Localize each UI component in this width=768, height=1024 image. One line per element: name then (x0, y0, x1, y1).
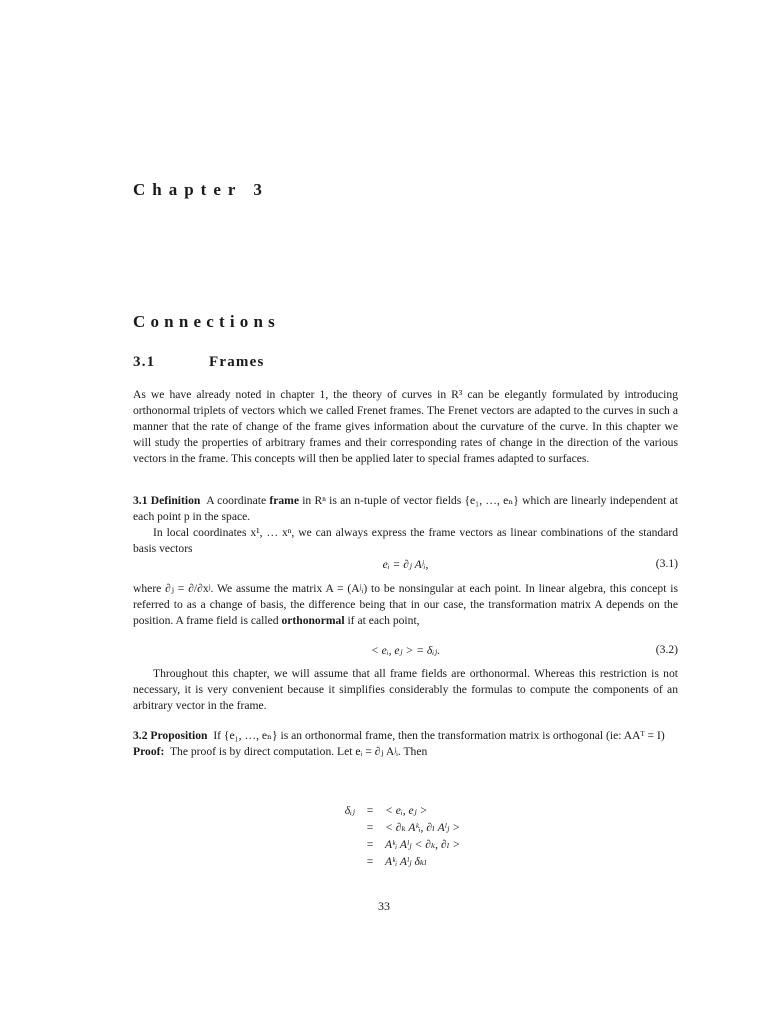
derivation (330, 803, 460, 871)
derivation-rhs: Aᵏᵢ Aˡⱼ < ∂ₖ, ∂ₗ > (385, 838, 461, 851)
derivation-op: = (366, 838, 374, 851)
derivation-lhs: δᵢⱼ (344, 804, 355, 817)
equation-tag: (3.2) (655, 643, 678, 656)
where-text-end: if at each point, (344, 614, 420, 627)
orthonormal-term: orthonormal (281, 614, 345, 627)
definition-text-before: A coordinate (206, 494, 270, 507)
definition-block (133, 493, 678, 557)
proposition-text: If {e₁, …, eₙ} is an orthonormal frame, then the transformation matrix is orthogonal (ie: AAᵀ = I) (213, 729, 665, 742)
chapter-label: Chapter 3 (133, 180, 269, 199)
derivation-rhs: < eᵢ, eⱼ > (385, 804, 428, 817)
derivation-rhs: Aᵏᵢ Aˡⱼ δₖₗ (385, 855, 427, 868)
intro-paragraph (133, 387, 678, 467)
proof-label: Proof: (133, 745, 165, 758)
chapter-title: Connections (133, 312, 280, 331)
proof-text: The proof is by direct computation. Let eᵢ = ∂ⱼ Aʲᵢ. Then (169, 745, 428, 758)
section-heading (133, 354, 265, 371)
equation-3-2 (133, 643, 678, 659)
equation-body: < eᵢ, eⱼ > = δᵢⱼ. (370, 644, 441, 657)
derivation-row (330, 854, 460, 871)
intro-text: As we have already noted in chapter 1, the theory of curves in R³ can be elegantly formulated by introducing orthonormal triplets of vectors which we called Frenet frames. The Frenet vectors are adapted to the curves in such a manner that the rate of change of the frame gives information about the curvature of the curve. In this chapter we will study the properties of arbitrary frames and their corresponding rates of change in the direction of the various vectors in the frame. This concepts will then be applied later to special frames adapted to surfaces. (133, 388, 678, 465)
throughout-text: Throughout this chapter, we will assume that all frame fields are orthonormal. Whereas this restriction is not necessary, it is very convenient because it simplifies considerably the formulas to compute the components of an arbitrary vector in the frame. (133, 667, 678, 712)
derivation-op: = (366, 855, 374, 868)
definition-term: frame (269, 494, 299, 507)
derivation-row (330, 837, 460, 854)
derivation-op: = (366, 804, 374, 817)
proposition-block (133, 728, 678, 760)
derivation-row (330, 803, 460, 820)
proposition-label: 3.2 Proposition (133, 729, 208, 742)
definition-label: 3.1 Definition (133, 494, 201, 507)
equation-body: eᵢ = ∂ⱼ Aʲᵢ, (382, 558, 429, 571)
page-number: 33 (378, 899, 390, 913)
where-text: where ∂ⱼ = ∂/∂xʲ. We assume the matrix A = (Aʲᵢ) to be nonsingular at each point. In linear algebra, this concept is referred to as a change of basis, the difference being that in our case, the transformation matrix A depends on the position. A frame field is called (133, 582, 678, 627)
local-coords-text: In local coordinates x¹, … xⁿ, we can always express the frame vectors as linear combinations of the standard basis vectors (133, 526, 678, 555)
derivation-row (330, 820, 460, 837)
definition-text-after: in Rⁿ is an n-tuple of vector fields {e₁, …, eₙ} which are linearly independent at each point p in the space. (133, 494, 678, 523)
derivation-rhs: < ∂ₖ Aᵏᵢ, ∂ₗ Aˡⱼ > (385, 821, 461, 834)
section-number: 3.1 (133, 354, 156, 370)
derivation-op: = (366, 821, 374, 834)
equation-tag: (3.1) (655, 557, 678, 570)
section-title: Frames (209, 354, 265, 370)
where-paragraph (133, 581, 678, 629)
throughout-paragraph (133, 666, 678, 714)
equation-3-1 (133, 557, 678, 573)
